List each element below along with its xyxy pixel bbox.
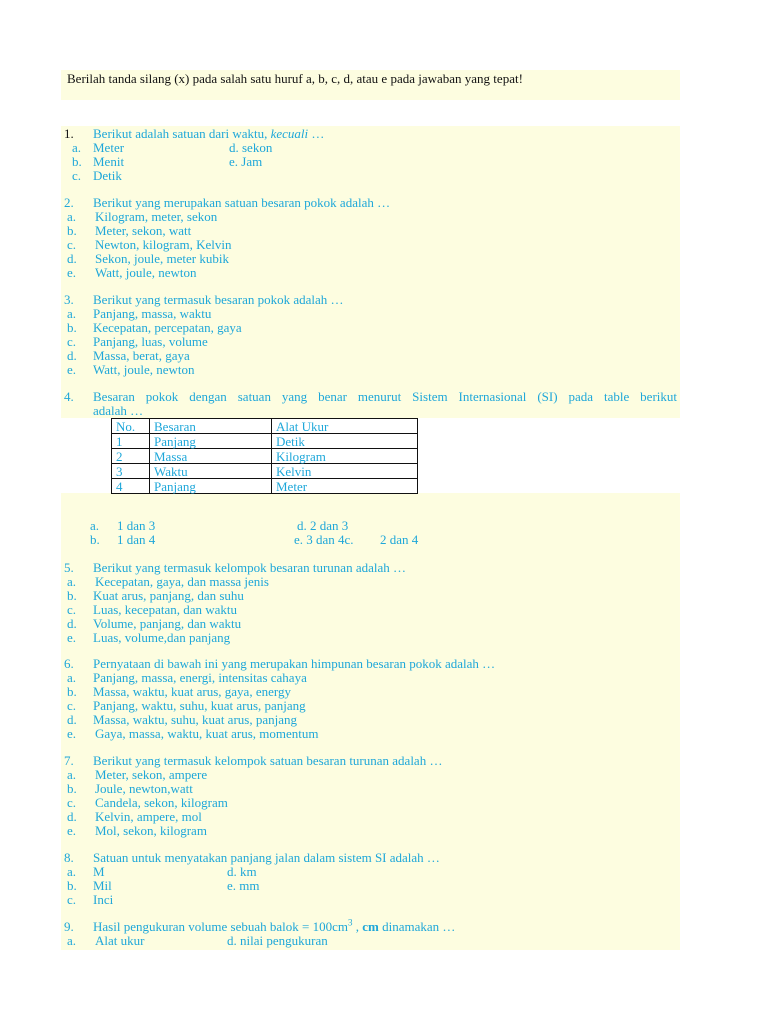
q5-option-d-letter: d. — [67, 616, 77, 631]
q1-option-e: e. Jam — [229, 154, 263, 169]
table-cell: Waktu — [150, 464, 272, 479]
q5-option-b-letter: b. — [67, 588, 77, 603]
q4-option-a: 1 dan 3 — [117, 518, 156, 533]
q4-text-continued: adalah … — [93, 403, 144, 418]
q3-text: Berikut yang termasuk besaran pokok adalah … — [93, 292, 344, 307]
q1-option-a-letter: a. — [72, 140, 82, 155]
q6-option-e-letter: e. — [67, 726, 77, 741]
q6-text: Pernyataan di bawah ini yang merupakan himpunan besaran pokok adalah … — [93, 656, 496, 671]
q6-option-a: Panjang, massa, energi, intensitas cahaya — [93, 670, 307, 685]
q2-option-a-letter: a. — [67, 209, 77, 224]
table-cell: Massa — [150, 449, 272, 464]
q1-number: 1. — [64, 126, 74, 141]
q8-number: 8. — [64, 850, 74, 865]
q4-option-b: 1 dan 4 — [117, 532, 156, 547]
q5-option-a-letter: a. — [67, 574, 77, 589]
q4-number: 4. — [64, 389, 74, 404]
q7-option-a-letter: a. — [67, 767, 77, 782]
q5-option-e-letter: e. — [67, 630, 77, 645]
q7-option-c-letter: c. — [67, 795, 77, 810]
q5-number: 5. — [64, 560, 74, 575]
q7-option-c: Candela, sekon, kilogram — [95, 795, 228, 810]
q8-option-d: d. km — [227, 864, 257, 879]
q7-option-e: Mol, sekon, kilogram — [95, 823, 207, 838]
q9-option-d: d. nilai pengukuran — [227, 933, 328, 948]
q2-text: Berikut yang merupakan satuan besaran pokok adalah … — [93, 195, 391, 210]
q8-text: Satuan untuk menyatakan panjang jalan dalam sistem SI adalah … — [93, 850, 440, 865]
q1-emph: kecuali — [270, 126, 309, 141]
q3-number: 3. — [64, 292, 74, 307]
q3-option-d-letter: d. — [67, 348, 77, 363]
q7-option-d-letter: d. — [67, 809, 77, 824]
q2-option-a: Kilogram, meter, sekon — [95, 209, 218, 224]
q8-option-a-letter: a. — [67, 864, 77, 879]
q6-option-d: Massa, waktu, suhu, kuat arus, panjang — [93, 712, 297, 727]
q6-option-a-letter: a. — [67, 670, 77, 685]
q1-option-d: d. sekon — [229, 140, 273, 155]
table-cell: 3 — [112, 464, 150, 479]
q6-number: 6. — [64, 656, 74, 671]
q7-option-b-letter: b. — [67, 781, 77, 796]
q3-option-b-letter: b. — [67, 320, 77, 335]
q4-option-a-letter: a. — [90, 518, 100, 533]
table-cell: 4 — [112, 479, 150, 494]
q3-option-e-letter: e. — [67, 362, 77, 377]
q7-option-b: Joule, newton,watt — [95, 781, 193, 796]
q4-option-e: e. 3 dan 4c. — [294, 532, 354, 547]
q9-option-a-letter: a. — [67, 933, 77, 948]
q1-option-b-letter: b. — [72, 154, 82, 169]
q8-option-b: Mil — [93, 878, 112, 893]
q6-option-b-letter: b. — [67, 684, 77, 699]
q8-option-b-letter: b. — [67, 878, 77, 893]
instruction-text: Berilah tanda silang (x) pada salah satu huruf a, b, c, d, atau e pada jawaban yang tepat! — [67, 71, 523, 86]
q5-option-c: Luas, kecepatan, dan waktu — [93, 602, 238, 617]
q4-option-c: 2 dan 4 — [380, 532, 419, 547]
q6-option-d-letter: d. — [67, 712, 77, 727]
q6-option-b: Massa, waktu, kuat arus, gaya, energy — [93, 684, 291, 699]
q5-option-e: Luas, volume,dan panjang — [93, 630, 231, 645]
q1-option-c-letter: c. — [72, 168, 82, 183]
q2-option-e: Watt, joule, newton — [95, 265, 197, 280]
q2-option-b: Meter, sekon, watt — [95, 223, 192, 238]
q7-option-d: Kelvin, ampere, mol — [95, 809, 202, 824]
table-cell: Meter — [272, 479, 418, 494]
q5-option-d: Volume, panjang, dan waktu — [93, 616, 242, 631]
table-row — [112, 434, 418, 449]
q2-option-e-letter: e. — [67, 265, 77, 280]
q6-option-c: Panjang, waktu, suhu, kuat arus, panjang — [93, 698, 306, 713]
q3-option-a-letter: a. — [67, 306, 77, 321]
q1-text: Berikut adalah satuan dari waktu, kecuali … — [93, 126, 325, 141]
q5-text: Berikut yang termasuk kelompok besaran turunan adalah … — [93, 560, 406, 575]
q9-option-a: Alat ukur — [95, 933, 145, 948]
table-header-cell: Alat Ukur — [272, 419, 418, 434]
table-header-cell: Besaran — [150, 419, 272, 434]
q1-option-a: Meter — [93, 140, 125, 155]
q2-option-d: Sekon, joule, meter kubik — [95, 251, 229, 266]
table-cell: Panjang — [150, 479, 272, 494]
q2-option-c-letter: c. — [67, 237, 77, 252]
q5-option-c-letter: c. — [67, 602, 77, 617]
q3-option-e: Watt, joule, newton — [93, 362, 195, 377]
q3-option-c-letter: c. — [67, 334, 77, 349]
q3-option-c: Panjang, luas, volume — [93, 334, 208, 349]
q9-bold-unit: cm — [362, 919, 379, 934]
q9-number: 9. — [64, 919, 74, 934]
table-cell: Detik — [272, 434, 418, 449]
q5-option-b: Kuat arus, panjang, dan suhu — [93, 588, 244, 603]
q8-option-e: e. mm — [227, 878, 260, 893]
table-header-cell: No. — [112, 419, 150, 434]
q9-text: Hasil pengukuran volume sebuah balok = $100cm^3$ , cm dinamakan … — [93, 917, 456, 934]
q2-option-c: Newton, kilogram, Kelvin — [95, 237, 232, 252]
q8-option-c: Inci — [93, 892, 114, 907]
table-cell: 1 — [112, 434, 150, 449]
q6-option-c-letter: c. — [67, 698, 77, 713]
q8-option-a: M — [93, 864, 105, 879]
q2-number: 2. — [64, 195, 74, 210]
table-cell: Panjang — [150, 434, 272, 449]
q8-option-c-letter: c. — [67, 892, 77, 907]
q3-option-d: Massa, berat, gaya — [93, 348, 190, 363]
q4-option-d: d. 2 dan 3 — [297, 518, 349, 533]
q7-option-a: Meter, sekon, ampere — [95, 767, 208, 782]
q7-text: Berikut yang termasuk kelompok satuan besaran turunan adalah … — [93, 753, 443, 768]
table-row — [112, 449, 418, 464]
q1-option-c: Detik — [93, 168, 122, 183]
table-row — [112, 464, 418, 479]
q4-option-b-letter: b. — [90, 532, 100, 547]
table-cell: 2 — [112, 449, 150, 464]
q5-option-a: Kecepatan, gaya, dan massa jenis — [95, 574, 269, 589]
q1-option-b: Menit — [93, 154, 125, 169]
q3-option-b: Kecepatan, percepatan, gaya — [93, 320, 242, 335]
q9-superscript: 3 — [348, 917, 353, 928]
table-cell: Kilogram — [272, 449, 418, 464]
q2-option-b-letter: b. — [67, 223, 77, 238]
table-header-row — [112, 419, 418, 434]
q3-option-a: Panjang, massa, waktu — [93, 306, 212, 321]
q2-option-d-letter: d. — [67, 251, 77, 266]
q6-option-e: Gaya, massa, waktu, kuat arus, momentum — [95, 726, 319, 741]
q4-text: Besaran pokok dengan satuan yang benar menurut Sistem Internasional (SI) pada table berikut — [93, 389, 677, 404]
q4-table — [111, 418, 418, 494]
q7-number: 7. — [64, 753, 74, 768]
table-cell: Kelvin — [272, 464, 418, 479]
table-row — [112, 479, 418, 494]
q7-option-e-letter: e. — [67, 823, 77, 838]
